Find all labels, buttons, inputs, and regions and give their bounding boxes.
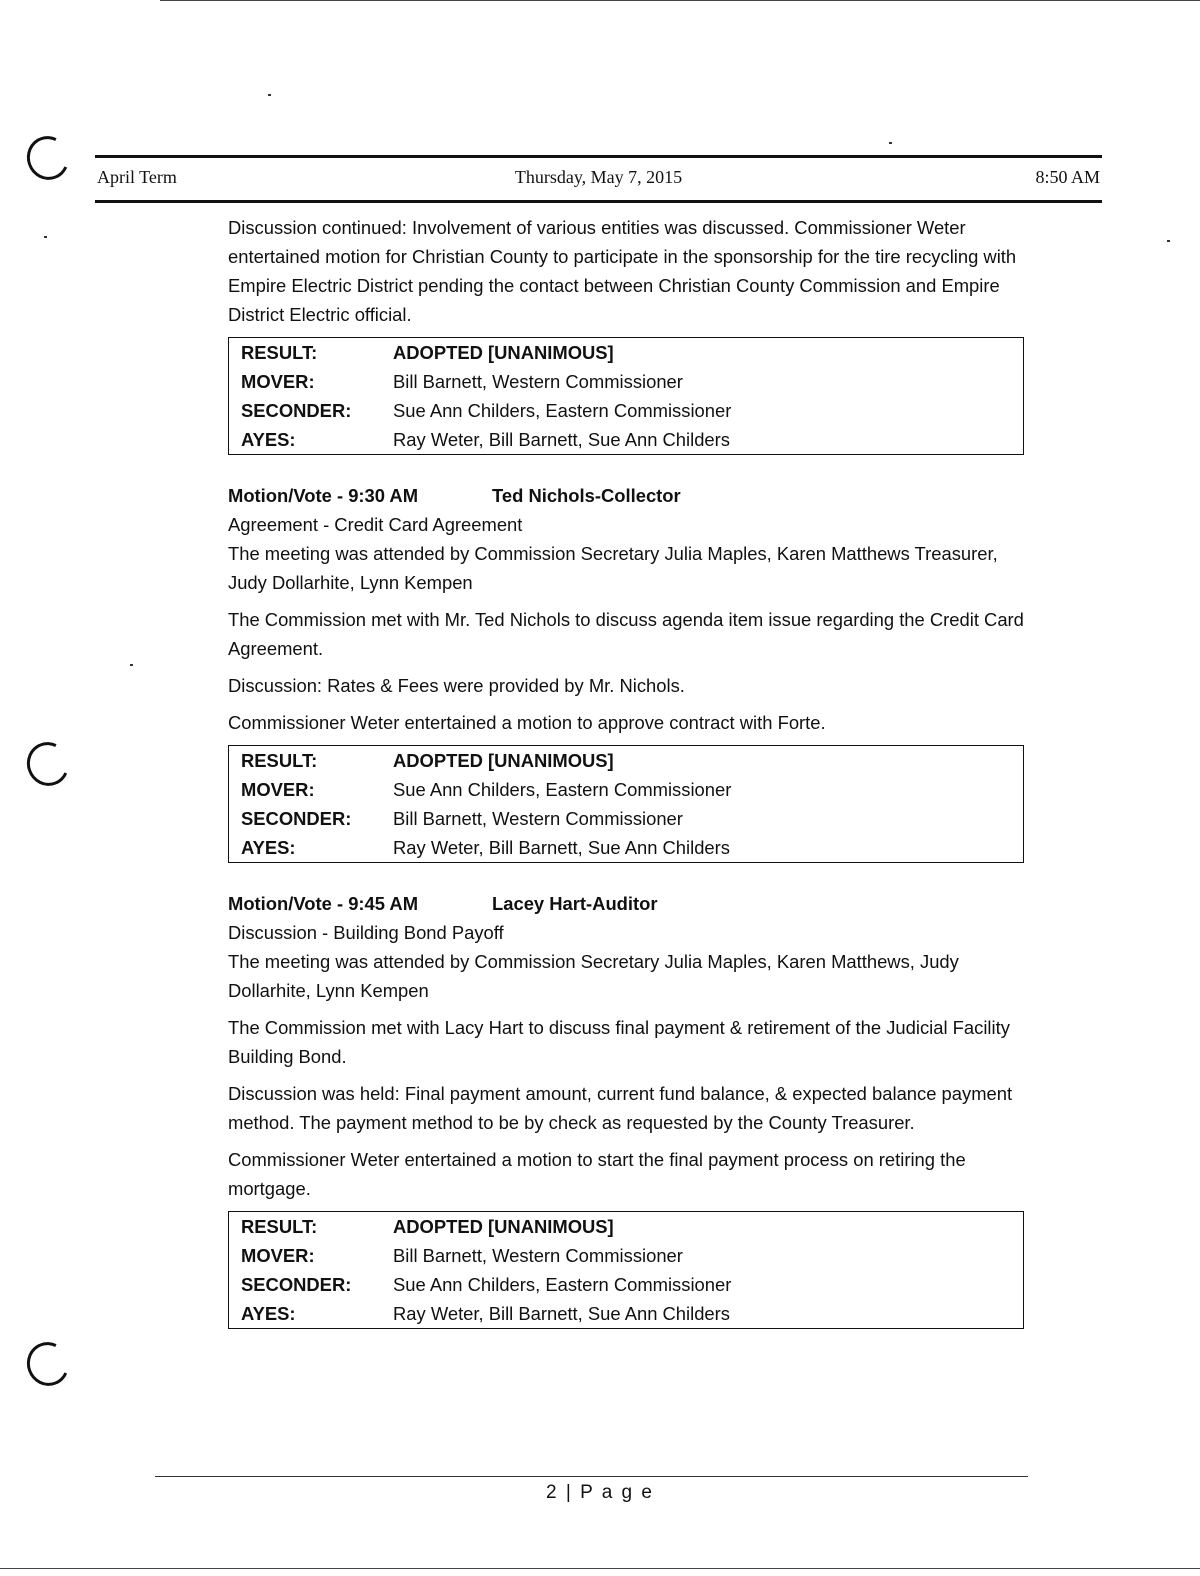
vote-row-ayes: [229, 833, 1024, 863]
vote-row-seconder: [229, 804, 1024, 833]
footer-rule: [155, 1476, 1028, 1477]
vote-value: ADOPTED [UNANIMOUS]: [393, 1216, 614, 1237]
minutes-paragraph: Discussion was held: Final payment amount, current fund balance, & expected balance payment method. The payment method to be by check as requested by the County Treasurer.: [228, 1083, 1013, 1133]
motion-time: Motion/Vote - 9:45 AM: [228, 893, 419, 914]
motion-time: Motion/Vote - 9:30 AM: [228, 485, 419, 506]
vote-value: Ray Weter, Bill Barnett, Sue Ann Childers: [393, 429, 730, 450]
agenda-section: [228, 481, 1028, 737]
scan-speck: [1167, 240, 1170, 242]
vote-value: Sue Ann Childers, Eastern Commissioner: [393, 1274, 732, 1295]
scan-speck: [889, 142, 892, 144]
vote-value: Bill Barnett, Western Commissioner: [393, 1245, 683, 1266]
vote-value: ADOPTED [UNANIMOUS]: [393, 750, 614, 771]
vote-row-ayes: [229, 1299, 1024, 1329]
page-top-edge: [160, 0, 1200, 1]
minutes-body: [228, 213, 1028, 1355]
vote-row-seconder: [229, 1270, 1024, 1299]
vote-label: RESULT:: [241, 1216, 318, 1237]
vote-label: SECONDER:: [241, 400, 352, 421]
vote-row-result: [229, 1212, 1024, 1242]
page-header: [95, 155, 1102, 203]
binder-hole-icon: [21, 130, 76, 186]
vote-label: SECONDER:: [241, 1274, 352, 1295]
vote-label: AYES:: [241, 1303, 296, 1324]
vote-result-table: [228, 745, 1024, 863]
minutes-paragraph: Commissioner Weter entertained a motion to start the final payment process on retiring the mortgage.: [228, 1149, 966, 1199]
vote-result-table: [228, 337, 1024, 455]
scan-speck: [130, 664, 133, 666]
vote-label: MOVER:: [241, 779, 315, 800]
vote-row-result: [229, 338, 1024, 368]
minutes-paragraph: Commissioner Weter entertained a motion to approve contract with Forte.: [228, 712, 826, 733]
binder-hole-icon: [21, 1336, 76, 1392]
vote-value: Bill Barnett, Western Commissioner: [393, 371, 683, 392]
vote-label: MOVER:: [241, 1245, 315, 1266]
motion-heading: [228, 481, 1028, 510]
vote-label: RESULT:: [241, 750, 318, 771]
motion-presenter: Ted Nichols-Collector: [492, 485, 681, 506]
vote-value: ADOPTED [UNANIMOUS]: [393, 342, 614, 363]
vote-value: Sue Ann Childers, Eastern Commissioner: [393, 779, 732, 800]
vote-result-table: [228, 1211, 1024, 1329]
vote-row-mover: [229, 775, 1024, 804]
vote-label: RESULT:: [241, 342, 318, 363]
minutes-paragraph: The Commission met with Mr. Ted Nichols to discuss agenda item issue regarding the Credit Card Agreement.: [228, 609, 1024, 659]
minutes-paragraph: The Commission met with Lacy Hart to discuss final payment & retirement of the Judicial Facility Building Bond.: [228, 1017, 1010, 1067]
scan-speck: [44, 236, 47, 238]
agenda-subject: Agreement - Credit Card Agreement: [228, 514, 523, 535]
vote-label: SECONDER:: [241, 808, 352, 829]
agenda-section: [228, 889, 1028, 1203]
minutes-paragraph: Discussion: Rates & Fees were provided by Mr. Nichols.: [228, 675, 685, 696]
attendance-paragraph: The meeting was attended by Commission Secretary Julia Maples, Karen Matthews Treasurer, Judy Dollarhite, Lynn Kempen: [228, 543, 998, 593]
page-bottom-edge: [0, 1568, 1200, 1569]
vote-row-ayes: [229, 425, 1024, 455]
vote-row-mover: [229, 367, 1024, 396]
vote-row-seconder: [229, 396, 1024, 425]
page-number: 2 | P a g e: [546, 1482, 654, 1503]
vote-value: Ray Weter, Bill Barnett, Sue Ann Childers: [393, 837, 730, 858]
vote-row-mover: [229, 1241, 1024, 1270]
vote-row-result: [229, 746, 1024, 776]
vote-label: AYES:: [241, 837, 296, 858]
intro-paragraph: Discussion continued: Involvement of various entities was discussed. Commissioner Weter entertained motion for Christian County to participate in the sponsorship for the tire recycling with Empire Electric District pending the contact between Christian County Commission and Empire District Electric official.: [228, 217, 1017, 325]
vote-value: Sue Ann Childers, Eastern Commissioner: [393, 400, 732, 421]
vote-label: AYES:: [241, 429, 296, 450]
header-time: 8:50 AM: [1035, 167, 1100, 187]
motion-presenter: Lacey Hart-Auditor: [492, 893, 658, 914]
vote-value: Bill Barnett, Western Commissioner: [393, 808, 683, 829]
header-date: Thursday, May 7, 2015: [514, 167, 683, 187]
scan-speck: [268, 94, 271, 96]
header-term: April Term: [97, 167, 177, 187]
attendance-paragraph: The meeting was attended by Commission Secretary Julia Maples, Karen Matthews, Judy Dollarhite, Lynn Kempen: [228, 951, 959, 1001]
motion-heading: [228, 889, 1028, 918]
agenda-subject: Discussion - Building Bond Payoff: [228, 922, 504, 943]
binder-hole-icon: [21, 736, 76, 792]
vote-value: Ray Weter, Bill Barnett, Sue Ann Childers: [393, 1303, 730, 1324]
vote-label: MOVER:: [241, 371, 315, 392]
